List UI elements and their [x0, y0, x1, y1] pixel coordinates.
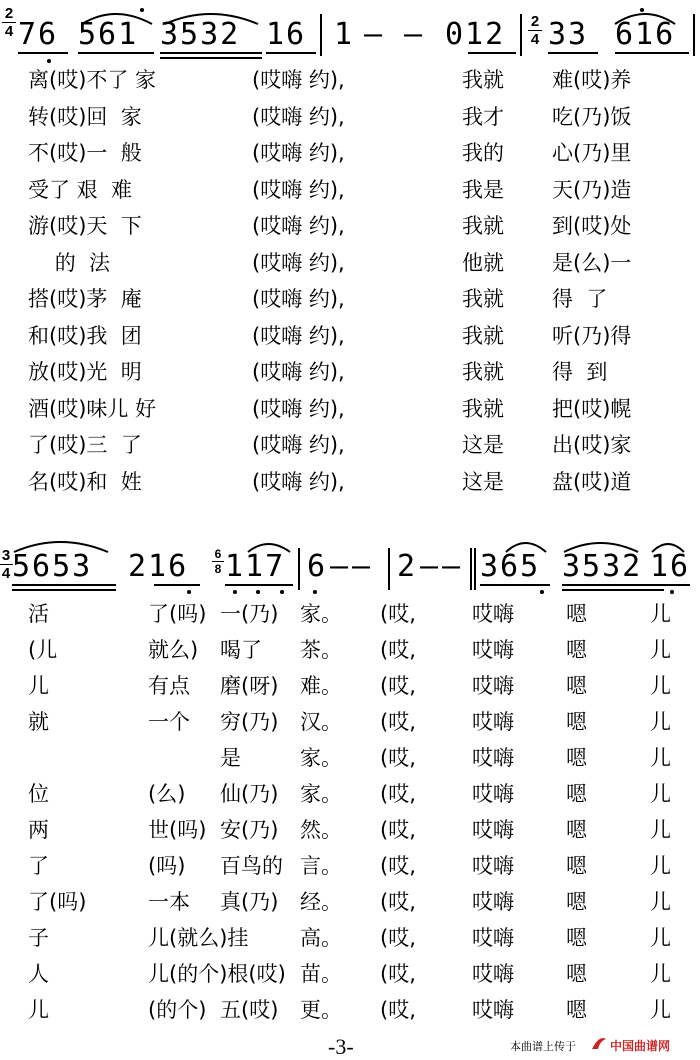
lyric-syllable: 这是: [462, 469, 504, 494]
lyric-syllable: (哎嗨 约),: [252, 360, 345, 384]
time-signature-numerator: 2: [4, 5, 14, 22]
lyric-syllable: 了(吗): [28, 890, 87, 914]
lyric-syllable: (哎,: [380, 962, 416, 986]
lyric-syllable: 到(哎)处: [552, 214, 632, 238]
lyric-syllable: 嗯: [566, 602, 587, 626]
lyric-syllable: 就么): [148, 638, 199, 662]
lyric-syllable: 的 法: [28, 250, 111, 275]
slur: [564, 543, 638, 552]
slur: [248, 544, 290, 552]
lyric-syllable: 了(吗): [148, 602, 207, 626]
lyric-syllable: (哎嗨 约),: [252, 323, 345, 348]
lyric-syllable: 我就: [462, 214, 504, 238]
lyric-syllable: 吃(乃)饭: [552, 104, 632, 129]
note-group: —: [364, 17, 385, 52]
lyric-syllable: 有点: [148, 674, 190, 698]
lyric-syllable: 难。: [300, 674, 342, 698]
lyric-syllable: 汉。: [300, 710, 342, 734]
lyric-syllable: 儿: [650, 818, 671, 842]
slurs-1: [0, 0, 700, 70]
lyric-syllable: 我就: [462, 287, 504, 311]
lyric-syllable: 放(哎)光 明: [28, 360, 142, 384]
time-signature-denominator: 4: [530, 31, 540, 48]
lyric-syllable: (哎,: [380, 710, 416, 734]
beam-underline: [480, 584, 550, 586]
lyric-syllable: 家。: [300, 602, 342, 626]
note-group: 5653: [12, 549, 93, 584]
note-group: 616: [615, 17, 676, 52]
lyric-syllable: 哎嗨: [472, 926, 514, 950]
lyric-syllable: 是: [220, 746, 241, 770]
lyric-syllable: 儿: [28, 674, 49, 698]
lyric-syllable: 哎嗨: [472, 818, 514, 842]
note-group: —: [330, 549, 351, 584]
lyric-syllable: 嗯: [566, 638, 587, 662]
lyric-syllable: 子: [28, 926, 49, 950]
beam-underline: [225, 584, 293, 586]
site-brand: 中国曲谱网: [610, 1039, 671, 1053]
lyric-syllable: 高。: [300, 926, 342, 950]
lyric-syllable: 儿: [650, 782, 671, 806]
lyric-syllable: 嗯: [566, 962, 587, 986]
lyric-syllable: 儿: [650, 998, 671, 1022]
lyric-syllable: 嗯: [566, 890, 587, 914]
lyric-syllable: (哎,: [380, 890, 416, 914]
time-signature-numerator: 3: [1, 547, 11, 564]
upload-credit: 本曲谱上传于: [510, 1040, 576, 1053]
lyric-syllable: (哎嗨 约),: [252, 68, 345, 92]
lyric-syllable: 天(乃)造: [552, 177, 632, 202]
lyric-syllable: 百鸟的: [220, 854, 283, 878]
time-signature-denominator: 8: [214, 562, 222, 576]
lyric-syllable: (哎,: [380, 854, 416, 878]
lyric-syllable: 哎嗨: [472, 674, 514, 698]
beam-underline: [12, 584, 116, 586]
lyric-syllable: 是(么)一: [552, 250, 632, 275]
lyric-syllable: 得 了: [552, 287, 608, 311]
lyric-syllable: 他就: [462, 250, 504, 275]
lyric-syllable: 苗。: [300, 962, 342, 986]
lyric-syllable: 安(乃): [220, 818, 279, 842]
lyric-syllable: 哎嗨: [472, 890, 514, 914]
lyric-syllable: 和(哎)我 团: [28, 323, 142, 348]
lyric-syllable: 我就: [462, 323, 504, 348]
octave-dot: [47, 59, 51, 63]
slur: [82, 14, 152, 24]
beam-underline: [78, 52, 154, 54]
lyric-syllable: (吗): [148, 854, 186, 878]
lyric-syllable: 哎嗨: [472, 746, 514, 770]
beam-underline: [468, 52, 516, 54]
note-group: 117: [225, 549, 286, 584]
lyric-syllable: 位: [28, 782, 49, 806]
lyric-syllable: 不(哎)一 般: [28, 141, 142, 165]
lyric-syllable: 经。: [300, 890, 342, 914]
lyric-syllable: 我的: [462, 141, 504, 165]
note-group: 16: [650, 549, 691, 584]
lyric-syllable: 言。: [300, 854, 342, 878]
note-group: 6: [307, 549, 328, 584]
lyric-syllable: (哎,: [380, 746, 416, 770]
lyric-syllable: 儿: [650, 962, 671, 986]
beam-underline: [650, 584, 690, 586]
note-group: —: [404, 17, 425, 52]
lyric-syllable: (哎,: [380, 782, 416, 806]
lyric-syllable: 出(哎)家: [552, 433, 632, 457]
time-signature-numerator: 2: [530, 13, 540, 30]
lyric-syllable: (哎,: [380, 638, 416, 662]
note-group: 365: [480, 549, 541, 584]
page-number: -3-: [328, 1034, 354, 1059]
lyric-syllable: (哎嗨 约),: [252, 177, 345, 202]
note-group: —: [352, 549, 373, 584]
site-logo-icon: [590, 1035, 608, 1051]
lyric-syllable: 我就: [462, 360, 504, 384]
lyric-syllable: 哎嗨: [472, 854, 514, 878]
note-group: 1: [334, 17, 355, 52]
lyric-syllable: 受了 艰 难: [28, 177, 133, 202]
lyric-syllable: 儿: [650, 854, 671, 878]
lyric-syllable: 然。: [300, 818, 342, 842]
note-group: 216: [128, 549, 189, 584]
lyric-syllable: 游(哎)天 下: [28, 214, 142, 238]
lyric-syllable: 哎嗨: [472, 638, 514, 662]
lyric-syllable: 就: [28, 710, 49, 734]
octave-dot: [233, 590, 237, 594]
beam-underline: [18, 52, 68, 54]
octave-dot: [313, 590, 317, 594]
note-group: 33: [548, 17, 589, 52]
note-group: 16: [266, 17, 307, 52]
lyric-syllable: (哎嗨 约),: [252, 141, 345, 165]
lyric-syllable: (儿: [28, 638, 58, 662]
lyric-syllable: 嗯: [566, 782, 587, 806]
lyric-syllable: (哎嗨 约),: [252, 396, 345, 421]
beam-underline: [615, 52, 689, 54]
lyric-syllable: 了: [28, 854, 49, 878]
lyric-syllable: 心(乃)里: [552, 141, 632, 165]
beam-underline: [266, 52, 316, 54]
lyric-syllable: 哎嗨: [472, 602, 514, 626]
lyric-syllable: (哎嗨 约),: [252, 433, 345, 457]
lyric-syllable: 儿(的个)根(哎): [148, 962, 286, 986]
lyric-syllable: 转(哎)回 家: [28, 104, 142, 129]
slur: [652, 544, 684, 552]
lyric-syllable: 仙(乃): [220, 782, 279, 806]
slur: [506, 543, 546, 552]
lyric-syllable: 我就: [462, 68, 504, 92]
lyric-syllable: (哎,: [380, 674, 416, 698]
lyric-syllable: 嗯: [566, 674, 587, 698]
lyric-syllable: 活: [28, 602, 49, 626]
note-group: —: [442, 549, 463, 584]
lyric-syllable: (哎,: [380, 602, 416, 626]
lyric-syllable: 五(哎): [220, 998, 279, 1022]
octave-dot: [540, 590, 544, 594]
lyric-syllable: 家。: [300, 782, 342, 806]
lyric-syllable: 嗯: [566, 998, 587, 1022]
lyric-syllable: 真(乃): [220, 890, 279, 914]
octave-dot: [670, 590, 674, 594]
lyric-syllable: 一个: [148, 710, 190, 734]
lyric-syllable: (哎嗨 约),: [252, 469, 345, 494]
lyric-syllable: 我才: [462, 104, 504, 129]
octave-dot: [187, 590, 191, 594]
lyric-syllable: 嗯: [566, 854, 587, 878]
octave-dot: [256, 590, 260, 594]
lyric-syllable: 儿(就么)挂: [148, 926, 249, 950]
note-group: 2: [397, 549, 418, 584]
beam-underline: [562, 584, 664, 586]
lyric-syllable: 了(哎)三 了: [28, 433, 142, 457]
lyric-syllable: 儿: [650, 710, 671, 734]
lyric-syllable: 两: [28, 818, 49, 842]
lyric-syllable: 难(哎)养: [552, 68, 632, 92]
lyric-syllable: 世(吗): [148, 818, 207, 842]
time-signature-denominator: 4: [1, 565, 11, 582]
lyric-syllable: 喝了: [220, 638, 262, 662]
lyric-syllable: 我就: [462, 396, 504, 421]
octave-dot: [280, 590, 284, 594]
note-group: 3532: [160, 17, 241, 52]
lyric-syllable: 人: [28, 962, 49, 986]
slur: [165, 14, 258, 24]
lyric-syllable: 嗯: [566, 818, 587, 842]
time-signature-denominator: 4: [4, 23, 14, 40]
lyric-syllable: 听(乃)得: [552, 323, 632, 348]
beam-underline: [562, 589, 664, 591]
lyric-syllable: 嗯: [566, 746, 587, 770]
lyric-syllable: 盘(哎)道: [552, 469, 632, 494]
lyric-syllable: (哎,: [380, 926, 416, 950]
time-signature-numerator: 6: [214, 547, 222, 561]
lyric-syllable: 儿: [650, 746, 671, 770]
lyric-syllable: 酒(哎)味儿 好: [28, 396, 157, 421]
lyric-syllable: 磨(呀): [220, 674, 279, 698]
beam-underline: [160, 57, 262, 59]
lyric-syllable: 哎嗨: [472, 998, 514, 1022]
lyric-syllable: 哎嗨: [472, 782, 514, 806]
lyric-syllable: 嗯: [566, 710, 587, 734]
lyric-syllable: 哎嗨: [472, 962, 514, 986]
lyric-syllable: 儿: [650, 890, 671, 914]
lyric-syllable: 我是: [462, 177, 504, 202]
lyric-syllable: (哎嗨 约),: [252, 104, 345, 129]
lyric-syllable: 儿: [28, 998, 49, 1022]
note-group: 76: [18, 17, 59, 52]
lyric-syllable: 一(乃): [220, 602, 279, 626]
lyric-syllable: (哎,: [380, 818, 416, 842]
beam-underline: [154, 584, 200, 586]
lyric-syllable: 茶。: [300, 638, 342, 662]
lyric-syllable: 儿: [650, 638, 671, 662]
note-group: 3532: [562, 549, 643, 584]
lyric-syllable: 哎嗨: [472, 710, 514, 734]
lyric-syllable: 更。: [300, 998, 342, 1022]
note-group: 561: [78, 17, 139, 52]
slur: [615, 14, 675, 24]
lyric-syllable: 得 到: [552, 360, 608, 384]
lyric-syllable: 把(哎)幌: [552, 396, 632, 421]
lyric-syllable: 儿: [650, 602, 671, 626]
lyric-syllable: (么): [148, 782, 186, 806]
slur: [14, 542, 108, 552]
beam-underline: [12, 589, 116, 591]
lyric-syllable: 嗯: [566, 926, 587, 950]
lyric-syllable: 这是: [462, 433, 504, 457]
octave-dot: [640, 8, 644, 12]
lyric-syllable: 儿: [650, 926, 671, 950]
lyric-syllable: 名(哎)和 姓: [28, 469, 142, 494]
lyric-syllable: 儿: [650, 674, 671, 698]
lyric-syllable: 一本: [148, 890, 190, 914]
lyric-syllable: (哎嗨 约),: [252, 214, 345, 238]
lyric-syllable: (哎,: [380, 998, 416, 1022]
beam-underline: [548, 52, 598, 54]
lyric-syllable: 家。: [300, 746, 342, 770]
note-group: 012: [445, 17, 506, 52]
lyric-syllable: (哎嗨 约),: [252, 250, 345, 275]
lyric-syllable: 离(哎)不了 家: [28, 68, 157, 92]
beam-underline: [160, 52, 262, 54]
octave-dot: [140, 8, 144, 12]
lyric-syllable: (的个): [148, 998, 207, 1022]
lyric-syllable: 搭(哎)茅 庵: [28, 287, 142, 311]
note-group: —: [420, 549, 441, 584]
lyric-syllable: (哎嗨 约),: [252, 287, 345, 311]
lyric-syllable: 穷(乃): [220, 710, 279, 734]
